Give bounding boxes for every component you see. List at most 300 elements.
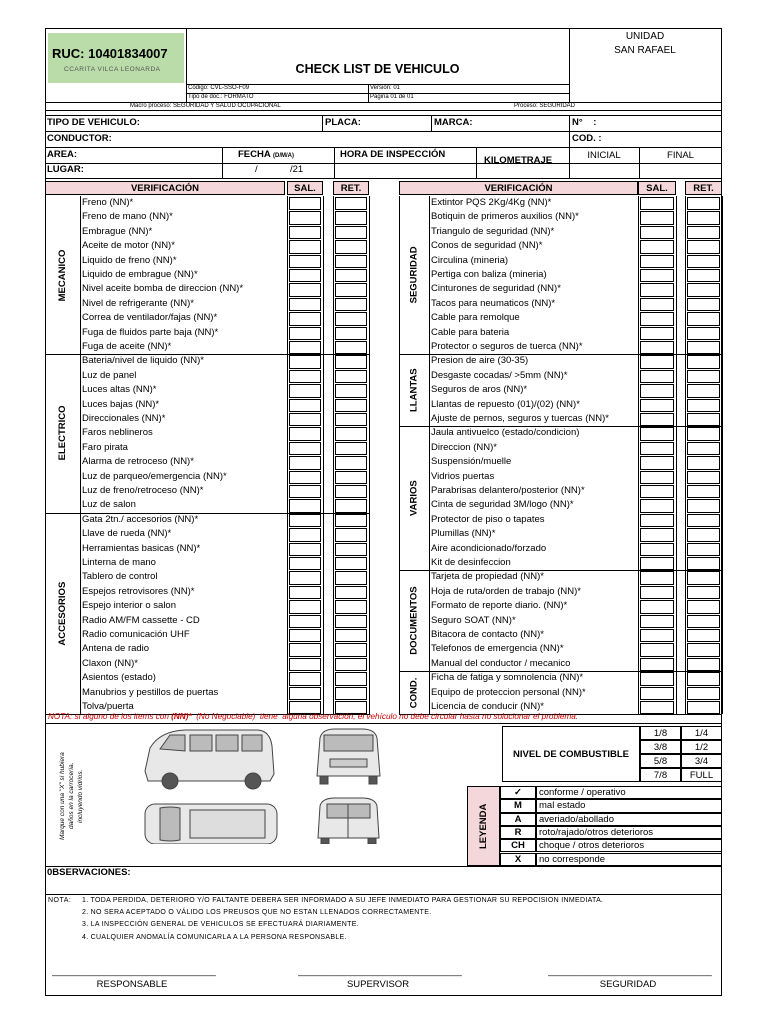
ret-checkbox[interactable] xyxy=(335,499,367,512)
ret-checkbox[interactable] xyxy=(687,427,720,440)
checklist-item: Parabrisas delantero/posterior (NN)* xyxy=(431,485,585,496)
checklist-item: Tarjeta de propiedad (NN)* xyxy=(431,571,545,583)
left-header-sal: SAL. xyxy=(287,181,323,195)
fuel-level-cell[interactable]: 5/8 xyxy=(640,754,681,768)
checklist-item: Triangulo de seguridad (NN)* xyxy=(431,225,555,237)
ret-checkbox[interactable] xyxy=(687,283,720,296)
checklist-item: Circulina (mineria) xyxy=(431,254,509,266)
sal-checkbox[interactable] xyxy=(289,327,321,340)
sal-checkbox[interactable] xyxy=(289,370,321,383)
sal-checkbox[interactable] xyxy=(289,312,321,325)
sal-checkbox[interactable] xyxy=(640,341,674,354)
checklist-item: Liquido de embrague (NN)* xyxy=(82,269,198,280)
checklist-item: Hoja de ruta/orden de trabajo (NN)* xyxy=(431,585,581,597)
sal-checkbox[interactable] xyxy=(289,269,321,282)
checklist-item: Ajuste de pernos, seguros y tuercas (NN)* xyxy=(431,413,609,424)
van-front-view xyxy=(317,729,380,784)
area-label: AREA: xyxy=(47,149,78,160)
form-title: CHECK LIST DE VEHICULO xyxy=(295,62,460,76)
checklist-item: Herramientas basicas (NN)* xyxy=(82,542,201,554)
right-group-label-4: COND. xyxy=(408,677,420,709)
checklist-item: Telefonos de emergencia (NN)* xyxy=(431,643,564,655)
column-divider xyxy=(638,196,639,714)
checklist-item: Luz de parqueo/emergencia (NN)* xyxy=(82,470,227,482)
checklist-item: Gata 2tn./ accesorios (NN)* xyxy=(82,513,199,525)
checklist-item: Freno (NN)* xyxy=(82,197,134,208)
sal-checkbox[interactable] xyxy=(640,298,674,311)
notas-label: NOTA: xyxy=(48,897,72,904)
checklist-item: Protector de piso o tapates xyxy=(431,513,545,525)
ret-checkbox[interactable] xyxy=(335,255,367,268)
fuel-level-cell[interactable]: FULL xyxy=(681,768,722,782)
ret-checkbox[interactable] xyxy=(687,514,720,527)
sal-checkbox[interactable] xyxy=(640,571,674,584)
ret-checkbox[interactable] xyxy=(335,629,367,642)
sal-checkbox[interactable] xyxy=(289,384,321,397)
sal-checkbox[interactable] xyxy=(640,399,674,412)
sal-checkbox[interactable] xyxy=(289,255,321,268)
ret-checkbox[interactable] xyxy=(687,629,720,642)
left-header-ret: RET. xyxy=(333,181,369,195)
checklist-item: Liquido de freno (NN)* xyxy=(82,254,177,266)
ret-checkbox[interactable] xyxy=(687,571,720,584)
fecha-sep1: / xyxy=(255,164,258,175)
sal-checkbox[interactable] xyxy=(640,355,674,368)
ret-checkbox[interactable] xyxy=(687,413,720,426)
ret-checkbox[interactable] xyxy=(687,255,720,268)
legend-label: LEYENDA xyxy=(478,803,489,849)
sal-checkbox[interactable] xyxy=(289,499,321,512)
ret-checkbox[interactable] xyxy=(335,226,367,239)
ret-checkbox[interactable] xyxy=(335,543,367,556)
fuel-level-cell[interactable]: 3/8 xyxy=(640,740,681,754)
checklist-item: Tolva/puerta xyxy=(82,701,134,712)
signature-line-responsable: _______________________________ xyxy=(52,966,216,977)
hora-inspeccion-label: HORA DE INSPECCIÓN xyxy=(340,149,446,160)
checklist-item: Embrague (NN)* xyxy=(82,225,153,237)
ret-checkbox[interactable] xyxy=(687,312,720,325)
sal-checkbox[interactable] xyxy=(640,485,674,498)
checklist-item: Aceite de motor (NN)* xyxy=(82,240,175,252)
column-divider xyxy=(685,196,686,714)
sal-checkbox[interactable] xyxy=(289,629,321,642)
legend-desc: averiado/abollado xyxy=(536,813,722,826)
sal-checkbox[interactable] xyxy=(640,499,674,512)
sal-checkbox[interactable] xyxy=(640,600,674,613)
checklist-item: Tablero de control xyxy=(82,571,158,583)
doc-version: Versión: 01 xyxy=(370,85,401,91)
sal-checkbox[interactable] xyxy=(289,615,321,628)
checklist-item: Llantas de repuesto (01)/(02) (NN)* xyxy=(431,398,580,410)
sal-checkbox[interactable] xyxy=(289,586,321,599)
checklist-item: Jaula antivuelco (estado/condicion) xyxy=(431,427,580,439)
sal-checkbox[interactable] xyxy=(289,413,321,426)
checklist-item: Radio AM/FM cassette - CD xyxy=(82,614,200,626)
fuel-label: NIVEL DE COMBUSTIBLE xyxy=(513,748,629,760)
ret-checkbox[interactable] xyxy=(335,514,367,527)
left-group-label-0: MECANICO xyxy=(57,249,68,302)
checklist-item: Luz de salon xyxy=(82,499,136,511)
sal-checkbox[interactable] xyxy=(640,629,674,642)
checklist-item: Fuga de aceite (NN)* xyxy=(82,341,172,352)
sal-checkbox[interactable] xyxy=(640,240,674,253)
cod-label: COD. : xyxy=(572,133,602,144)
ret-checkbox[interactable] xyxy=(687,197,720,210)
conductor-label: CONDUCTOR: xyxy=(47,133,112,144)
sal-checkbox[interactable] xyxy=(289,643,321,656)
checklist-item: Tacos para neumaticos (NN)* xyxy=(431,297,556,309)
sal-checkbox[interactable] xyxy=(640,255,674,268)
sal-checkbox[interactable] xyxy=(289,283,321,296)
checklist-item: Cable para remolque xyxy=(431,312,520,324)
nota-nn xyxy=(48,712,578,721)
checklist-item: Claxon (NN)* xyxy=(82,657,138,669)
legend-desc: roto/rajado/otros deterioros xyxy=(536,826,722,839)
sal-checkbox[interactable] xyxy=(289,543,321,556)
checklist-item: Luz de freno/retroceso (NN)* xyxy=(82,485,204,496)
ret-checkbox[interactable] xyxy=(335,197,367,210)
ret-checkbox[interactable] xyxy=(687,240,720,253)
ret-checkbox[interactable] xyxy=(687,399,720,412)
ret-checkbox[interactable] xyxy=(335,687,367,700)
sal-checkbox[interactable] xyxy=(289,658,321,671)
checklist-item: Alarma de retroceso (NN)* xyxy=(82,456,194,468)
ret-checkbox[interactable] xyxy=(335,370,367,383)
right-header-ret: RET. xyxy=(685,181,722,195)
damage-instruction: Marque con una "X" si hubiera daños en la carrocería, incluyendo vidrios. xyxy=(59,752,84,840)
checklist-item: Suspensión/muelle xyxy=(431,456,512,468)
sal-checkbox[interactable] xyxy=(640,543,674,556)
ret-checkbox[interactable] xyxy=(687,643,720,656)
sal-checkbox[interactable] xyxy=(289,672,321,685)
ret-checkbox[interactable] xyxy=(687,456,720,469)
ret-checkbox[interactable] xyxy=(335,327,367,340)
sal-checkbox[interactable] xyxy=(640,643,674,656)
macro-process: Macro proceso: SEGURIDAD Y SALUD OCUPACIONAL xyxy=(130,103,281,109)
ret-checkbox[interactable] xyxy=(335,600,367,613)
signature-responsable: RESPONSABLE xyxy=(96,979,168,990)
sal-checkbox[interactable] xyxy=(289,485,321,498)
sal-checkbox[interactable] xyxy=(289,226,321,239)
ret-checkbox[interactable] xyxy=(335,471,367,484)
sal-checkbox[interactable] xyxy=(640,211,674,224)
ret-checkbox[interactable] xyxy=(335,456,367,469)
sal-checkbox[interactable] xyxy=(640,456,674,469)
ret-checkbox[interactable] xyxy=(335,571,367,584)
checklist-item: Antena de radio xyxy=(82,643,150,655)
ret-checkbox[interactable] xyxy=(335,658,367,671)
checklist-item: Ficha de fatiga y somnolencia (NN)* xyxy=(431,672,584,684)
fuel-level-cell[interactable]: 1/4 xyxy=(681,726,722,740)
checklist-item: Cinturones de seguridad (NN)* xyxy=(431,283,561,295)
checklist-item: Protector o seguros de tuerca (NN)* xyxy=(431,341,583,352)
sal-checkbox[interactable] xyxy=(289,471,321,484)
placa-label: PLACA: xyxy=(325,117,361,128)
sal-checkbox[interactable] xyxy=(640,586,674,599)
ret-checkbox[interactable] xyxy=(687,586,720,599)
checklist-item: Manubrios y pestillos de puertas xyxy=(82,686,219,698)
ret-checkbox[interactable] xyxy=(687,485,720,498)
ret-checkbox[interactable] xyxy=(335,672,367,685)
sal-checkbox[interactable] xyxy=(289,399,321,412)
lugar-label: LUGAR: xyxy=(47,164,84,175)
observaciones-label: 0BSERVACIONES: xyxy=(47,867,131,878)
km-inicial-label: INICIAL xyxy=(587,149,621,161)
unit-label: UNIDAD xyxy=(625,30,665,42)
sal-checkbox[interactable] xyxy=(289,600,321,613)
ret-checkbox[interactable] xyxy=(335,557,367,570)
sal-checkbox[interactable] xyxy=(289,197,321,210)
checklist-item: Kit de desinfeccion xyxy=(431,557,511,568)
column-divider xyxy=(429,196,430,714)
van-rear-view xyxy=(318,798,379,844)
ret-checkbox[interactable] xyxy=(335,413,367,426)
column-divider xyxy=(369,196,370,714)
doc-page: Página 01 de 01 xyxy=(370,94,414,100)
checklist-item: Conos de seguridad (NN)* xyxy=(431,240,543,252)
sal-checkbox[interactable] xyxy=(289,211,321,224)
nota-item: 4. CUALQUIER ANOMALÍA COMUNICARLA A LA PERSONA RESPONSABLE. xyxy=(82,933,347,941)
sal-checkbox[interactable] xyxy=(640,370,674,383)
checklist-item: Pertiga con baliza (mineria) xyxy=(431,269,547,280)
nota-nn-prefix: NOTA: si alguno de los items con xyxy=(48,712,172,721)
doc-type: Tipo de doc.: FORMATO xyxy=(188,94,254,100)
checklist-item: Fuga de fluidos parte baja (NN)* xyxy=(82,326,219,338)
ret-checkbox[interactable] xyxy=(687,442,720,455)
ret-checkbox[interactable] xyxy=(335,269,367,282)
checklist-item: Plumillas (NN)* xyxy=(431,528,496,540)
legend-code: ✓ xyxy=(500,786,536,799)
checklist-item: Formato de reporte diario. (NN)* xyxy=(431,600,568,612)
sal-checkbox[interactable] xyxy=(640,658,674,671)
left-group-label-1: ELECTRICO xyxy=(57,406,68,462)
legend-code: A xyxy=(500,813,536,826)
ret-checkbox[interactable] xyxy=(687,557,720,570)
signature-line-supervisor: _______________________________ xyxy=(298,966,462,977)
right-group-label-1: LLANTAS xyxy=(408,368,420,413)
ret-checkbox[interactable] xyxy=(335,442,367,455)
checklist-item: Llave de rueda (NN)* xyxy=(82,528,172,540)
checklist-item: Cable para bateria xyxy=(431,326,510,338)
van-side-view xyxy=(145,730,274,789)
checklist-item: Espejos retrovisores (NN)* xyxy=(82,585,195,597)
sal-checkbox[interactable] xyxy=(640,701,674,714)
legend-desc: mal estado xyxy=(536,799,722,812)
sal-checkbox[interactable] xyxy=(640,312,674,325)
fuel-label-box xyxy=(502,726,640,782)
nota-item: 2. NO SERA ACEPTADO O VÁLIDO LOS PREUSOS QUE NO ESTAN LLENADOS CORRECTAMENTE. xyxy=(82,909,432,917)
checklist-item: Equipo de proteccion personal (NN)* xyxy=(431,686,586,698)
legend-desc: no corresponde xyxy=(536,853,722,866)
checklist-item: Seguro SOAT (NN)* xyxy=(431,614,516,626)
checklist-item: Direccionales (NN)* xyxy=(82,413,166,424)
ret-checkbox[interactable] xyxy=(335,240,367,253)
ret-checkbox[interactable] xyxy=(687,226,720,239)
column-divider xyxy=(323,196,324,714)
ret-checkbox[interactable] xyxy=(335,586,367,599)
checklist-item: Manual del conductor / mecanico xyxy=(431,657,571,669)
checklist-item: Faros neblineros xyxy=(82,427,153,439)
observaciones-field[interactable] xyxy=(140,867,720,893)
doc-code: Código: CVL-SSO-F09 xyxy=(188,85,250,91)
checklist-item: Luces altas (NN)* xyxy=(82,384,157,396)
marca-label: MARCA: xyxy=(434,117,473,128)
sal-checkbox[interactable] xyxy=(289,355,321,368)
sal-checkbox[interactable] xyxy=(640,384,674,397)
ret-checkbox[interactable] xyxy=(687,471,720,484)
legend-desc: choque / otros deterioros xyxy=(536,839,722,852)
nota-nn-text: (No Negociable) tiene alguna observación, el vehículo no debe circular hasta no solucionar el problema. xyxy=(191,712,579,721)
sal-checkbox[interactable] xyxy=(640,615,674,628)
ruc-text: RUC: 10401834007 xyxy=(52,46,168,61)
checklist-item: Luz de panel xyxy=(82,369,137,381)
ret-checkbox[interactable] xyxy=(687,701,720,714)
signature-line-seguridad: _______________________________ xyxy=(548,966,712,977)
tipo-vehiculo-label: TIPO DE VEHICULO: xyxy=(47,117,140,128)
checklist-item: Luces bajas (NN)* xyxy=(82,398,160,410)
fuel-level-cell[interactable]: 1/2 xyxy=(681,740,722,754)
ret-checkbox[interactable] xyxy=(335,399,367,412)
left-group-label-2: ACCESORIOS xyxy=(57,581,68,646)
ret-checkbox[interactable] xyxy=(687,269,720,282)
checklist-item: Presion de aire (30-35) xyxy=(431,355,529,367)
fuel-level-cell[interactable]: 1/8 xyxy=(640,726,681,740)
ret-checkbox[interactable] xyxy=(335,312,367,325)
fecha-label: FECHA xyxy=(238,149,271,160)
legend-code: X xyxy=(500,853,536,866)
checklist-item: Licencia de conducir (NN)* xyxy=(431,701,544,712)
ret-checkbox[interactable] xyxy=(687,298,720,311)
ret-checkbox[interactable] xyxy=(687,327,720,340)
ret-checkbox[interactable] xyxy=(687,615,720,628)
sal-checkbox[interactable] xyxy=(289,571,321,584)
ret-checkbox[interactable] xyxy=(335,643,367,656)
sal-checkbox[interactable] xyxy=(640,226,674,239)
ret-checkbox[interactable] xyxy=(687,211,720,224)
ret-checkbox[interactable] xyxy=(687,499,720,512)
sal-checkbox[interactable] xyxy=(289,298,321,311)
fuel-level-cell[interactable]: 3/4 xyxy=(681,754,722,768)
checklist-item: Botiquin de primeros auxilios (NN)* xyxy=(431,211,579,223)
checklist-item: Seguros de aros (NN)* xyxy=(431,384,528,396)
legend-label-box xyxy=(467,786,500,866)
ret-checkbox[interactable] xyxy=(687,600,720,613)
right-header-verificacion: VERIFICACIÓN xyxy=(399,181,638,195)
column-divider xyxy=(333,196,334,714)
checklist-item: Radio comunicación UHF xyxy=(82,629,190,640)
ret-checkbox[interactable] xyxy=(687,370,720,383)
sal-checkbox[interactable] xyxy=(640,327,674,340)
ret-checkbox[interactable] xyxy=(687,543,720,556)
checklist-item: Nivel de refrigerante (NN)* xyxy=(82,297,194,309)
sal-checkbox[interactable] xyxy=(289,528,321,541)
vehicle-damage-diagram[interactable] xyxy=(140,726,390,844)
sal-checkbox[interactable] xyxy=(640,514,674,527)
sal-checkbox[interactable] xyxy=(640,197,674,210)
ret-checkbox[interactable] xyxy=(687,341,720,354)
sal-checkbox[interactable] xyxy=(640,672,674,685)
sal-checkbox[interactable] xyxy=(640,557,674,570)
ret-checkbox[interactable] xyxy=(687,658,720,671)
ret-checkbox[interactable] xyxy=(335,485,367,498)
sal-checkbox[interactable] xyxy=(289,687,321,700)
ret-checkbox[interactable] xyxy=(335,283,367,296)
ret-checkbox[interactable] xyxy=(687,687,720,700)
sal-checkbox[interactable] xyxy=(640,687,674,700)
kilometraje-label: KILOMETRAJE xyxy=(484,155,553,166)
sal-checkbox[interactable] xyxy=(289,240,321,253)
process: Proceso: SEGURIDAD xyxy=(514,103,576,109)
fecha-sep2: /21 xyxy=(290,164,304,175)
legend-code: M xyxy=(500,799,536,812)
ret-checkbox[interactable] xyxy=(335,355,367,368)
checklist-item: Cinta de seguridad 3M/logo (NN)* xyxy=(431,499,574,511)
company-logo xyxy=(48,33,184,83)
sal-checkbox[interactable] xyxy=(289,514,321,527)
legend-desc: conforme / operativo xyxy=(536,786,722,799)
nota-item: 1. TODA PERDIDA, DETERIORO Y/O FALTANTE DEBERA SER INFORMADO A SU JEFE INMEDIATO PARA GESTIONAR SU REPOCISION INMEDIATA. xyxy=(82,897,604,904)
checklist-item: Aire acondicionado/forzado xyxy=(431,542,547,554)
left-header-verificacion: VERIFICACIÓN xyxy=(45,181,285,195)
sal-checkbox[interactable] xyxy=(640,413,674,426)
ret-checkbox[interactable] xyxy=(687,384,720,397)
ret-checkbox[interactable] xyxy=(687,355,720,368)
sal-checkbox[interactable] xyxy=(640,427,674,440)
legend-code: CH xyxy=(500,839,536,852)
checklist-item: Nivel aceite bomba de direccion (NN)* xyxy=(82,283,244,295)
sal-checkbox[interactable] xyxy=(289,427,321,440)
checklist-item: Extintor PQS 2Kg/4Kg (NN)* xyxy=(431,197,552,208)
sal-checkbox[interactable] xyxy=(640,283,674,296)
column-divider xyxy=(399,196,400,714)
signature-seguridad: SEGURIDAD xyxy=(599,979,657,990)
ret-checkbox[interactable] xyxy=(335,211,367,224)
checklist-item: Espejo interior o salon xyxy=(82,600,176,612)
checklist-item: Bateria/nivel de liquido (NN)* xyxy=(82,355,204,367)
right-group-label-0: SEGURIDAD xyxy=(408,246,420,304)
legend-code: R xyxy=(500,826,536,839)
ret-checkbox[interactable] xyxy=(335,615,367,628)
sal-checkbox[interactable] xyxy=(640,269,674,282)
sal-checkbox[interactable] xyxy=(640,442,674,455)
fecha-format: (D/M/A) xyxy=(273,153,295,159)
van-top-view xyxy=(145,804,277,844)
sal-checkbox[interactable] xyxy=(289,442,321,455)
signature-supervisor: SUPERVISOR xyxy=(346,979,410,990)
checklist-item: Asientos (estado) xyxy=(82,672,156,684)
nota-item: 3. LA INSPECCIÓN GENERAL DE VEHICULOS SE EFECTUARÁ DIARIAMENTE. xyxy=(82,921,359,929)
ret-checkbox[interactable] xyxy=(687,528,720,541)
column-divider xyxy=(45,196,46,714)
fecha-header xyxy=(238,149,294,160)
column-divider xyxy=(287,196,288,714)
ret-checkbox[interactable] xyxy=(335,298,367,311)
ret-checkbox[interactable] xyxy=(335,384,367,397)
ret-checkbox[interactable] xyxy=(335,341,367,354)
sal-checkbox[interactable] xyxy=(640,528,674,541)
sal-checkbox[interactable] xyxy=(289,341,321,354)
sal-checkbox[interactable] xyxy=(289,456,321,469)
ret-checkbox[interactable] xyxy=(687,672,720,685)
column-divider xyxy=(722,196,723,714)
fuel-level-cell[interactable]: 7/8 xyxy=(640,768,681,782)
ret-checkbox[interactable] xyxy=(335,427,367,440)
sal-checkbox[interactable] xyxy=(289,557,321,570)
ret-checkbox[interactable] xyxy=(335,528,367,541)
checklist-item: Linterna de mano xyxy=(82,557,156,568)
sal-checkbox[interactable] xyxy=(640,471,674,484)
checklist-item: Freno de mano (NN)* xyxy=(82,211,173,223)
